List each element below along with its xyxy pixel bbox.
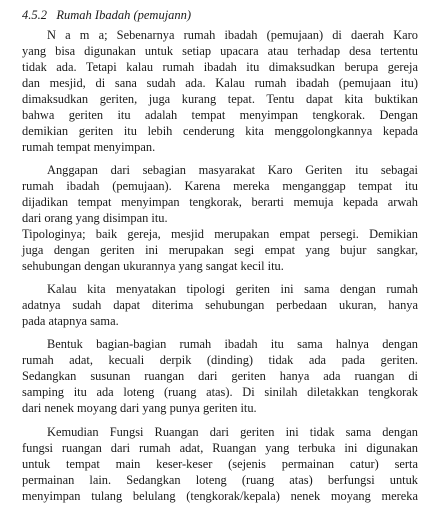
paragraph-3-line-1: Tipologinya; baik gereja, mesjid merupakan empat persegi. Demikian — [22, 227, 418, 241]
paragraph-2-line-3: dijadikan tempat menyimpan tengkorak, berarti memuja kepada arwah — [22, 195, 418, 209]
paragraph-4-line-1: Kalau kita menyatakan tipologi geriten ini sama dengan rumah — [47, 282, 418, 296]
paragraph-6-line-4: permainan lain. Sedangkan loteng (ruang atas) berfungsi untuk — [22, 473, 418, 487]
paragraph-6-line-3: untuk tempat main keser-keser (sejenis permainan catur) serta — [22, 457, 418, 471]
paragraph-3-line-2: juga dengan geriten ini merupakan segi empat yang bujur sangkar, — [22, 243, 418, 257]
paragraph-1-line-5: dimaksudkan geriten, juga kurang tepat. Tentu dapat kita buktikan — [22, 92, 418, 106]
section-number: 4.5.2 — [22, 8, 47, 22]
paragraph-1-line-8: rumah tempat menyimpan. — [22, 140, 156, 154]
paragraph-1-line-1: N a m a; Sebenarnya rumah ibadah (pemujaan) di daerah Karo — [47, 28, 418, 42]
paragraph-1-line-2: yang bisa digunakan untuk setiap upacara atau terhadap desa tertentu — [22, 44, 418, 58]
paragraph-4-line-2: adatnya sudah dapat diterima sehubungan perbedaan ukuran, hanya — [22, 298, 418, 312]
section-heading — [22, 7, 191, 23]
paragraph-6-line-5: menyimpan tulang belulang (tengkorak/kepala) nenek moyang mereka — [22, 489, 418, 503]
paragraph-5-line-4: samping itu ada loteng (ruang atas). Di sinilah diletakkan tengkorak — [22, 385, 418, 399]
paragraph-1-line-4: dan mesjid, di sana sudah ada. Kalau rumah ibadah (pemujaan itu) — [22, 76, 418, 90]
paragraph-2-line-4: dari orang yang disimpan itu. — [22, 211, 168, 225]
paragraph-5-line-3: Sedangkan susunan ruangan dari geriten hanya ada ruangan di — [22, 369, 418, 383]
paragraph-1-line-3: tidak ada. Tetapi kalau rumah ibadah itu dimaksudkan berupa gereja — [22, 60, 418, 74]
paragraph-1-line-7: demikian geriten itu lebih cenderung kita menggolongkannya kepada — [22, 124, 418, 138]
paragraph-2-line-1: Anggapan dari sebagian masyarakat Karo Geriten itu sebagai — [47, 163, 418, 177]
paragraph-1-line-6: bahwa geriten itu adalah tempat menyimpan tengkorak. Dengan — [22, 108, 418, 122]
paragraph-2-line-2: rumah ibadah (pemujaan). Karena mereka menganggap tempat itu — [22, 179, 418, 193]
paragraph-6-line-2: fungsi ruangan dari rumah adat, Ruangan yang terbuka ini digunakan — [22, 441, 418, 455]
paragraph-5-line-5: dari nenek moyang dari yang punya geriten itu. — [22, 401, 257, 415]
section-title: Rumah Ibadah (pemujann) — [56, 8, 192, 22]
paragraph-6-line-1: Kemudian Fungsi Ruangan dari geriten ini tidak sama dengan — [47, 425, 418, 439]
paragraph-3-line-3: sehubungan dengan ukurannya yang sangat kecil itu. — [22, 259, 284, 273]
paragraph-4-line-3: pada atapnya sama. — [22, 314, 119, 328]
paragraph-5-line-2: rumah adat, kecuali derpik (dinding) tidak ada pada geriten. — [22, 353, 418, 367]
paragraph-5-line-1: Bentuk bagian-bagian rumah ibadah itu sama halnya dengan — [47, 337, 418, 351]
